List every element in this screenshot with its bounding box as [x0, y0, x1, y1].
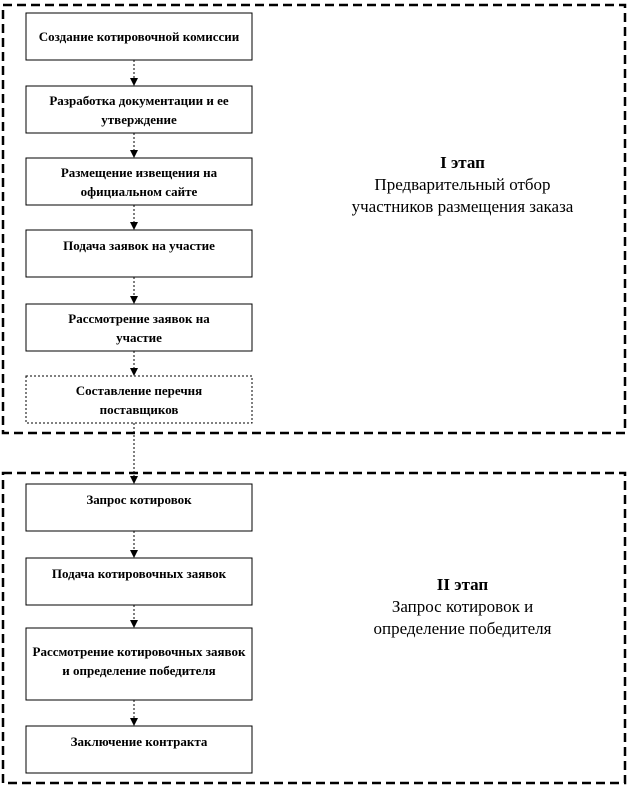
- step-3-text: Размещение извещения на официальном сайте: [60, 164, 218, 199]
- stage2-description: Запрос котировок и определение победителя: [373, 597, 552, 638]
- step-4-text: Подача заявок на участие: [63, 237, 215, 253]
- step-5-text: Рассмотрение заявок на участие: [68, 310, 210, 345]
- stage1-title: I этап: [440, 153, 485, 172]
- stage1-label: [300, 152, 625, 218]
- step-10-text: Заключение контракта: [70, 733, 208, 749]
- step-6-text: Составление перечня поставщиков: [75, 382, 203, 417]
- step-1-text: Создание котировочной комиссии: [38, 29, 240, 44]
- stage2-title: II этап: [436, 575, 489, 594]
- stage1-description: Предварительный отбор участников размещения заказа: [351, 175, 574, 216]
- step-2-text: Разработка документации и ее утверждение: [49, 92, 229, 127]
- step-9-text: Рассмотрение котировочных заявок и определение победителя: [32, 643, 246, 678]
- stage1-frame: [3, 5, 625, 433]
- step-8-text: Подача котировочных заявок: [51, 565, 227, 581]
- step-7-text: Запрос котировок: [86, 491, 192, 507]
- stage2-label: [300, 574, 625, 640]
